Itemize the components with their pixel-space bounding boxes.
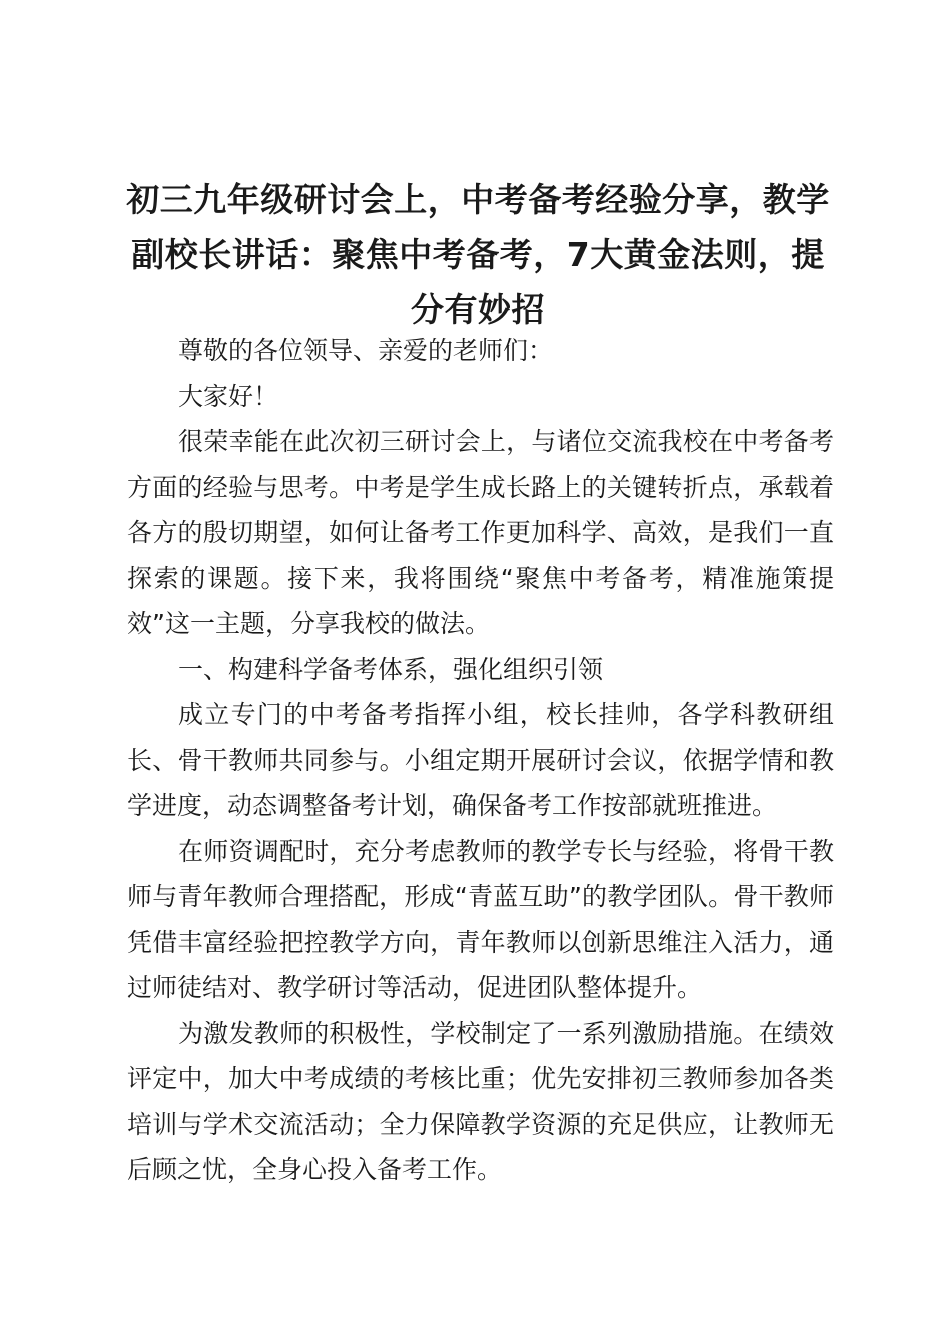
paragraph: 在师资调配时，充分考虑教师的教学专长与经验，将骨干教师与青年教师合理搭配，形成“青蓝互助”的教学团队。骨干教师凭借丰富经验把控教学方向，青年教师以创新思维注入活力，通过师徒结对、教学研讨等活动，促进团队整体提升。 — [127, 836, 834, 1002]
salutation: 尊敬的各位领导、亲爱的老师们： — [178, 336, 554, 365]
paragraph: 成立专门的中考备考指挥小组，校长挂帅，各学科教研组长、骨干教师共同参与。小组定期开展研讨会议，依据学情和教学进度，动态调整备考计划，确保备考工作按部就班推进。 — [127, 700, 834, 820]
document-title: 初三九年级研讨会上，中考备考经验分享，教学副校长讲话：聚焦中考备考，7大黄金法则，提分有妙招 — [126, 180, 830, 329]
document-body — [127, 328, 834, 1193]
paragraph: 为激发教师的积极性，学校制定了一系列激励措施。在绩效评定中，加大中考成绩的考核比重；优先安排初三教师参加各类培训与学术交流活动；全力保障教学资源的充足供应，让教师无后顾之忧，全身心投入备考工作。 — [127, 1018, 834, 1184]
greeting: 大家好！ — [178, 381, 279, 411]
paragraph-intro: 很荣幸能在此次初三研讨会上，与诸位交流我校在中考备考方面的经验与思考。中考是学生成长路上的关键转折点，承载着各方的殷切期望，如何让备考工作更加科学、高效，是我们一直探索的课题。接下来，我将围绕“聚焦中考备考，精准施策提效”这一主题，分享我校的做法。 — [127, 427, 834, 638]
section-heading-1: 一、构建科学备考体系，强化组织引领 — [178, 654, 604, 684]
